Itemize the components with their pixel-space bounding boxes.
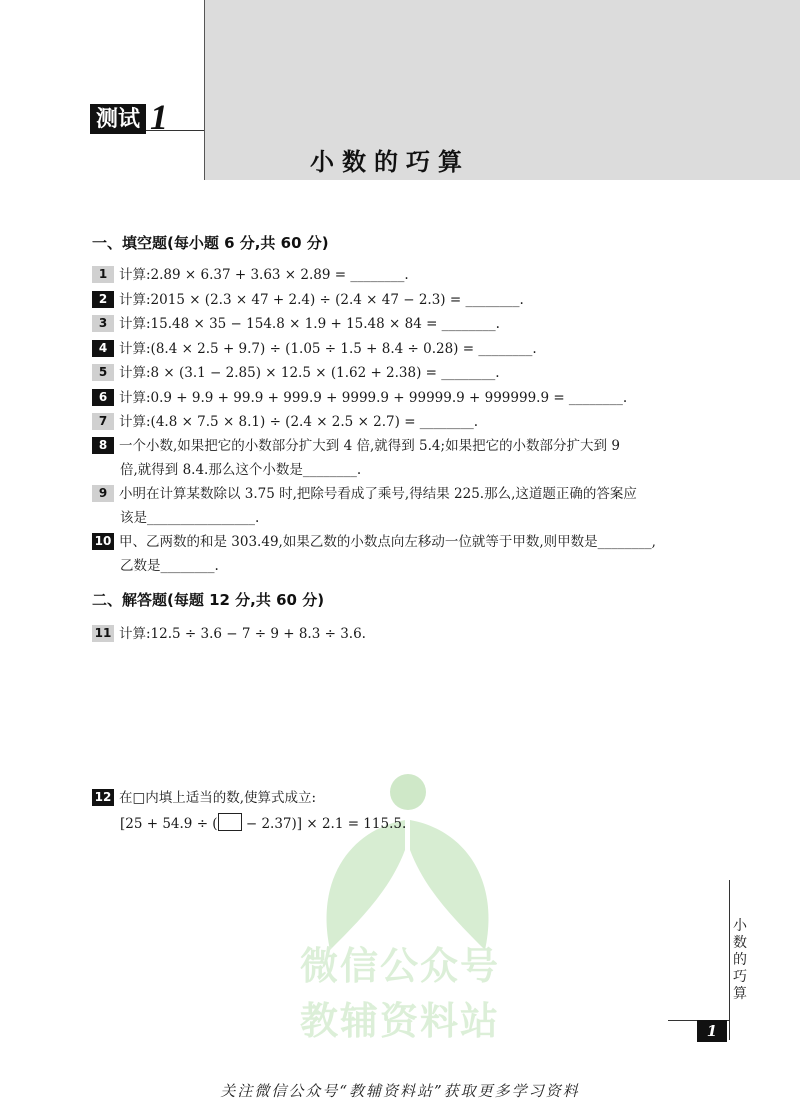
question-number: 9: [92, 485, 114, 502]
question-text: 计算:8 × (3.1 − 2.85) × 12.5 × (1.62 + 2.38) = ________.: [119, 365, 500, 381]
question-text: 计算:12.5 ÷ 3.6 − 7 ÷ 9 + 8.3 ÷ 3.6.: [119, 626, 366, 642]
question-4: [92, 337, 712, 361]
question-text: 计算:(4.8 × 7.5 × 8.1) ÷ (2.4 × 2.5 × 2.7) = ________.: [119, 414, 479, 430]
test-number: 1: [150, 97, 169, 137]
question-number: 4: [92, 340, 114, 357]
page-title: 小数的巧算: [310, 148, 470, 176]
question-text: 计算:2015 × (2.3 × 47 + 2.4) ÷ (2.4 × 47 − 2.3) = ________.: [119, 292, 524, 308]
question-text: 在□内填上适当的数,使算式成立:: [119, 790, 317, 806]
question-text: 小明在计算某数除以 3.75 时,把除号看成了乘号,得结果 225.那么,这道题正确的答案应: [119, 486, 637, 502]
question-number: 10: [92, 533, 114, 550]
question-number: 12: [92, 789, 114, 806]
question-text: 计算:(8.4 × 2.5 + 9.7) ÷ (1.05 ÷ 1.5 + 8.4 ÷ 0.28) = ________.: [119, 341, 537, 357]
question-text: 一个小数,如果把它的小数部分扩大到 4 倍,就得到 5.4;如果把它的小数部分扩大到 9: [119, 438, 620, 454]
question-text-cont: 倍,就得到 8.4.那么这个小数是________.: [120, 462, 362, 478]
equation-right: − 2.37)] × 2.1 = 115.5.: [241, 816, 407, 832]
question-text: 计算:15.48 × 35 − 154.8 × 1.9 + 15.48 × 84 = ________.: [119, 316, 500, 332]
header-band: [204, 0, 800, 180]
question-number: 7: [92, 413, 114, 430]
question-number: 1: [92, 266, 114, 283]
question-text: 计算:0.9 + 9.9 + 99.9 + 999.9 + 9999.9 + 99999.9 + 999999.9 = ________.: [119, 390, 628, 406]
question-11: [92, 622, 712, 646]
question-8: [92, 434, 712, 482]
test-label: 测试: [90, 104, 146, 134]
question-number: 11: [92, 625, 114, 642]
question-6: [92, 386, 712, 410]
question-number: 3: [92, 315, 114, 332]
sidebar-chapter: 小数的巧算: [733, 918, 747, 1002]
question-number: 2: [92, 291, 114, 308]
footer-note: 关注微信公众号“教辅资料站”获取更多学习资料: [220, 1082, 580, 1100]
section-heading-answer: 二、解答题(每题 12 分,共 60 分): [92, 591, 325, 609]
page-number: 1: [697, 1020, 727, 1042]
question-number: 5: [92, 364, 114, 381]
watermark-line2: 教辅资料站: [300, 999, 501, 1043]
question-text-cont: 乙数是________.: [120, 558, 219, 574]
question-3: [92, 312, 712, 336]
question-7: [92, 410, 712, 434]
equation: [92, 812, 712, 836]
question-1: [92, 263, 712, 287]
question-2: [92, 288, 712, 312]
question-number: 6: [92, 389, 114, 406]
question-5: [92, 361, 712, 385]
question-number: 8: [92, 437, 114, 454]
question-text: 计算:2.89 × 6.37 + 3.63 × 2.89 = ________.: [119, 267, 409, 283]
sidebar-divider: [729, 880, 730, 1040]
question-9: [92, 482, 712, 530]
test-badge: [90, 97, 169, 137]
question-12: [92, 786, 712, 836]
blank-box[interactable]: [218, 813, 242, 831]
equation-left: [25 + 54.9 ÷ (: [120, 816, 218, 832]
question-text-cont: 该是________________.: [120, 510, 260, 526]
question-text: 甲、乙两数的和是 303.49,如果乙数的小数点向左移动一位就等于甲数,则甲数是________,: [119, 534, 656, 550]
watermark-line1: 微信公众号: [300, 944, 501, 988]
question-10: [92, 530, 712, 578]
section-heading-fill: 一、填空题(每小题 6 分,共 60 分): [92, 234, 329, 252]
